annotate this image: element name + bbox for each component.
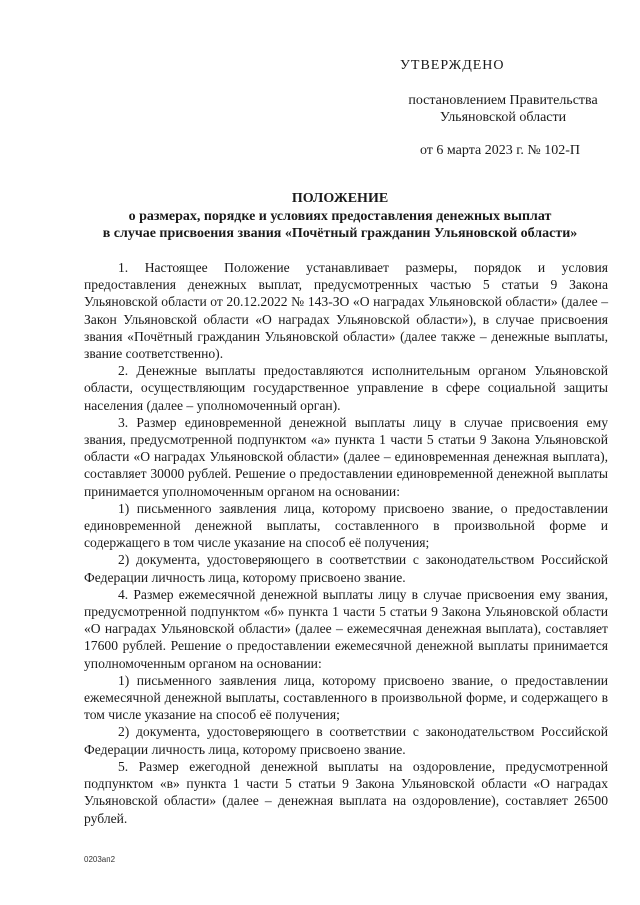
resolution-line: Ульяновской области [439, 110, 567, 125]
resolution-reference [398, 92, 608, 126]
approval-stamp-label: УТВЕРЖДЕНО [400, 58, 505, 73]
document-title [60, 190, 620, 243]
resolution-line: постановлением Правительства [408, 93, 598, 108]
title-subheading: о размерах, порядке и условиях предоставления денежных выплат [128, 208, 552, 224]
paragraph: 3. Размер единовременной денежной выплаты лицу в случае присвоения ему звания, предусмотренной подпунктом «а» пункта 1 части 5 статьи 9 Закона Ульяновской области «О наградах Ульяновской области» (далее – единовременная денежная выплата), составляет 30000 рублей. Решение о предоставлении единовременной денежной выплаты принимается уполномоченным органом на основании: [84, 414, 608, 499]
resolution-date: от 6 марта 2023 г. № 102-П [419, 143, 581, 158]
title-subheading: в случае присвоения звания «Почётный гражданин Ульяновской области» [102, 226, 578, 241]
paragraph: 4. Размер ежемесячной денежной выплаты лицу в случае присвоения ему звания, предусмотренной подпунктом «б» пункта 1 части 5 статьи 9 Закона Ульяновской области «О наградах Ульяновской области» (далее – ежемесячная денежная выплата), составляет 17600 рублей. Решение о предоставлении ежемесячной денежной выплаты принимается уполномоченным органом на основании: [84, 586, 608, 671]
document-body [84, 259, 608, 827]
paragraph: 2) документа, удостоверяющего в соответствии с законодательством Российской Федерации личность лица, которому присвоено звание. [84, 552, 608, 585]
title-heading: ПОЛОЖЕНИЕ [291, 191, 389, 206]
footer-document-code: 0203ап2 [84, 855, 116, 864]
paragraph: 2) документа, удостоверяющего в соответствии с законодательством Российской Федерации личность лица, которому присвоено звание. [84, 724, 608, 757]
paragraph: 2. Денежные выплаты предоставляются исполнительным органом Ульяновской области, осуществляющим государственное управление в сфере социальной защиты населения (далее – уполномоченный орган). [84, 363, 608, 413]
paragraph: 1) письменного заявления лица, которому присвоено звание, о предоставлении единовременной денежной выплаты, составленного в произвольной форме и содержащего в том числе указание на способ её получения; [84, 500, 608, 551]
paragraph: 1) письменного заявления лица, которому присвоено звание, о предоставлении ежемесячной денежной выплаты, составленного в произвольной форме, и содержащего в том числе указание на способ её получения; [84, 672, 608, 723]
paragraph: 5. Размер ежегодной денежной выплаты на оздоровление, предусмотренной подпунктом «в» пункта 1 части 5 статьи 9 Закона Ульяновской области «О наградах Ульяновской области» (далее – денежная выплата на оздоровление), составляет 26500 рублей. [84, 758, 608, 826]
paragraph: 1. Настоящее Положение устанавливает размеры, порядок и условия предоставления денежных выплат, предусмотренных частью 5 статьи 9 Закона Ульяновской области от 20.12.2022 № 143-ЗО «О наградах Ульяновской области» (далее – Закон Ульяновской области «О наградах Ульяновской области»), в случае присвоения звания «Почётный гражданин Ульяновской области» (далее также – денежные выплаты, звание соответственно). [84, 260, 608, 362]
